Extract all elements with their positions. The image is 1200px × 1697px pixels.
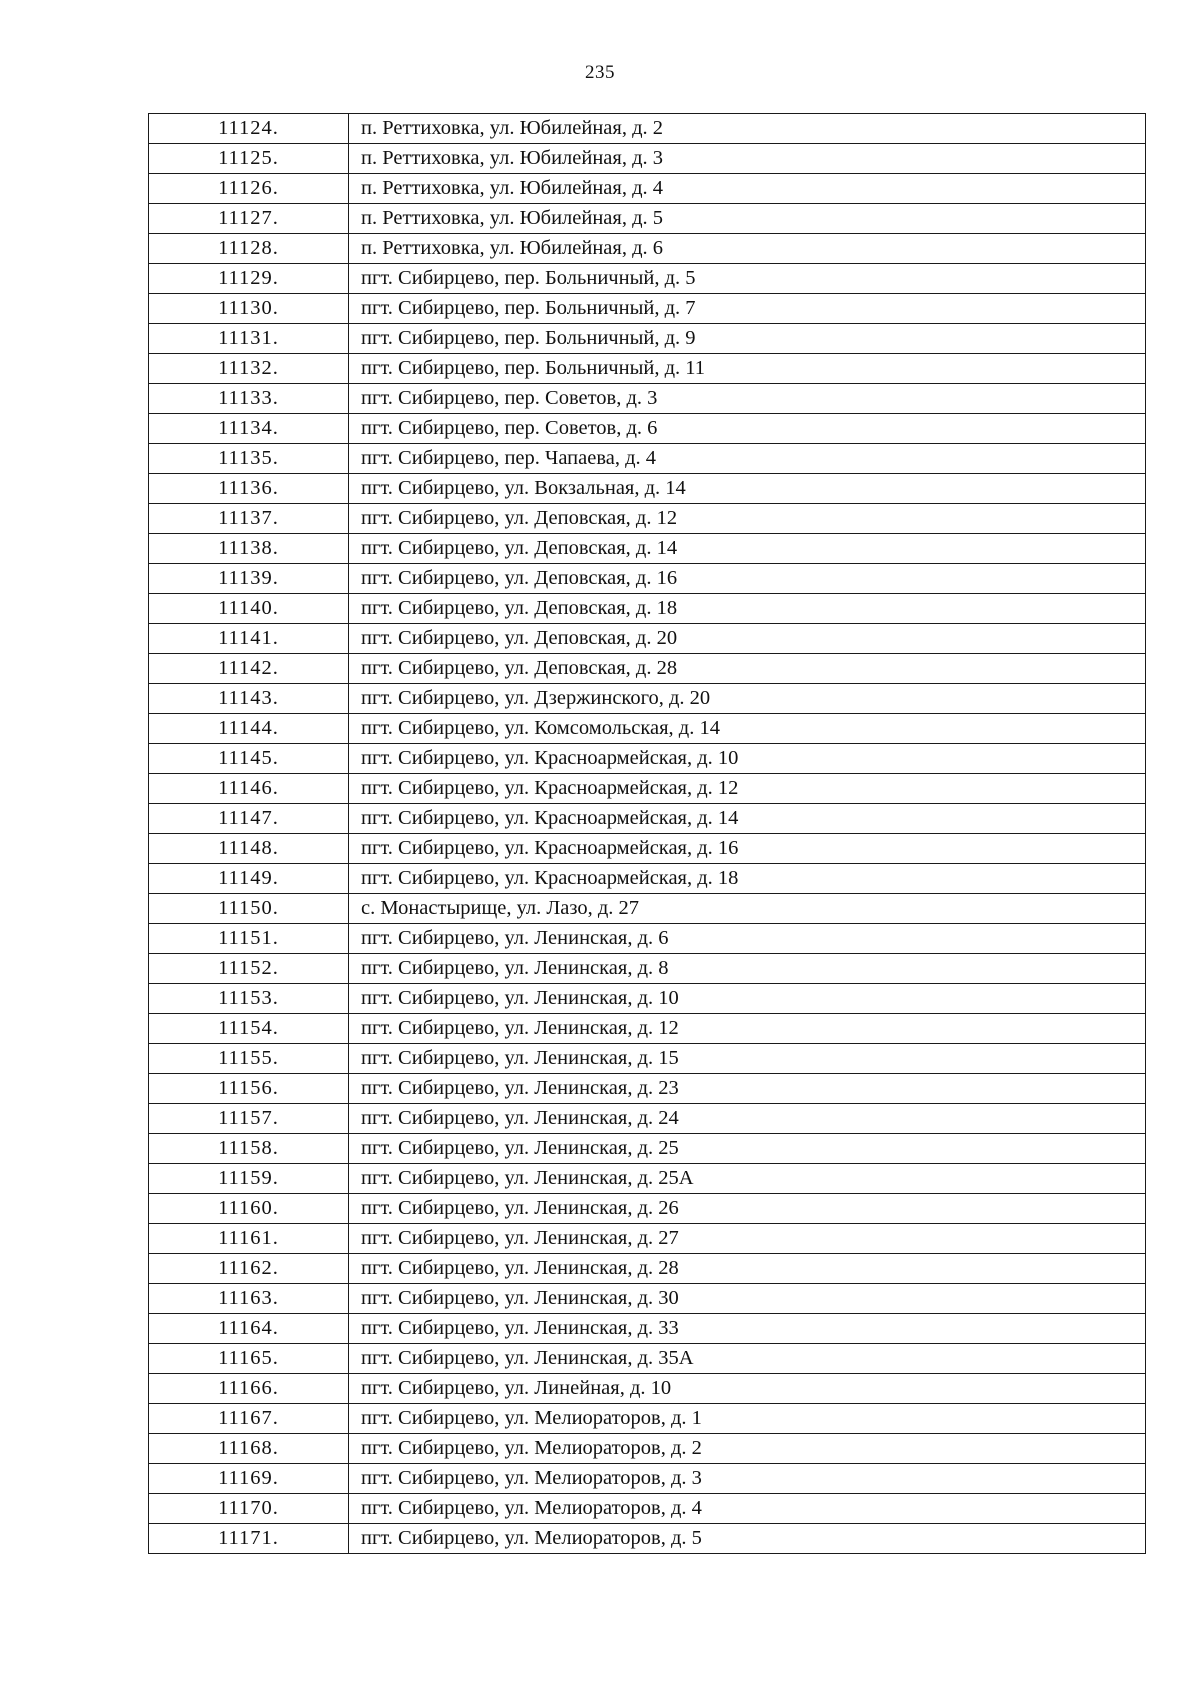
row-number-cell: 11159. (149, 1164, 349, 1194)
address-cell: пгт. Сибирцево, ул. Деповская, д. 20 (349, 624, 1146, 654)
address-cell: пгт. Сибирцево, ул. Ленинская, д. 10 (349, 984, 1146, 1014)
table-row (149, 714, 1146, 744)
page-number: 235 (585, 62, 615, 83)
address-table (148, 113, 1146, 1554)
address-cell: п. Реттиховка, ул. Юбилейная, д. 6 (349, 234, 1146, 264)
row-number-cell: 11131. (149, 324, 349, 354)
row-number-cell: 11125. (149, 144, 349, 174)
table-row (149, 1104, 1146, 1134)
address-cell: пгт. Сибирцево, ул. Ленинская, д. 23 (349, 1074, 1146, 1104)
address-cell: пгт. Сибирцево, ул. Ленинская, д. 24 (349, 1104, 1146, 1134)
row-number-cell: 11127. (149, 204, 349, 234)
row-number-cell: 11154. (149, 1014, 349, 1044)
row-number-cell: 11158. (149, 1134, 349, 1164)
address-cell: пгт. Сибирцево, ул. Вокзальная, д. 14 (349, 474, 1146, 504)
row-number-cell: 11167. (149, 1404, 349, 1434)
table-row (149, 144, 1146, 174)
row-number-cell: 11152. (149, 954, 349, 984)
address-cell: пгт. Сибирцево, ул. Ленинская, д. 33 (349, 1314, 1146, 1344)
address-cell: пгт. Сибирцево, ул. Деповская, д. 14 (349, 534, 1146, 564)
table-row (149, 1344, 1146, 1374)
address-cell: пгт. Сибирцево, ул. Дзержинского, д. 20 (349, 684, 1146, 714)
address-cell: пгт. Сибирцево, ул. Ленинская, д. 15 (349, 1044, 1146, 1074)
address-cell: пгт. Сибирцево, пер. Больничный, д. 5 (349, 264, 1146, 294)
row-number-cell: 11147. (149, 804, 349, 834)
row-number-cell: 11153. (149, 984, 349, 1014)
table-row (149, 294, 1146, 324)
row-number-cell: 11136. (149, 474, 349, 504)
table-row (149, 114, 1146, 144)
table-row (149, 1374, 1146, 1404)
address-cell: пгт. Сибирцево, пер. Советов, д. 3 (349, 384, 1146, 414)
address-cell: пгт. Сибирцево, ул. Деповская, д. 16 (349, 564, 1146, 594)
row-number-cell: 11134. (149, 414, 349, 444)
address-cell: пгт. Сибирцево, ул. Ленинская, д. 25 (349, 1134, 1146, 1164)
row-number-cell: 11133. (149, 384, 349, 414)
row-number-cell: 11138. (149, 534, 349, 564)
table-row (149, 924, 1146, 954)
table-row (149, 444, 1146, 474)
address-cell: пгт. Сибирцево, ул. Линейная, д. 10 (349, 1374, 1146, 1404)
row-number-cell: 11144. (149, 714, 349, 744)
row-number-cell: 11140. (149, 594, 349, 624)
address-cell: пгт. Сибирцево, ул. Красноармейская, д. 18 (349, 864, 1146, 894)
address-cell: пгт. Сибирцево, ул. Ленинская, д. 25А (349, 1164, 1146, 1194)
row-number-cell: 11143. (149, 684, 349, 714)
table-row (149, 264, 1146, 294)
address-cell: пгт. Сибирцево, ул. Красноармейская, д. 10 (349, 744, 1146, 774)
table-row (149, 804, 1146, 834)
table-row (149, 474, 1146, 504)
table-row (149, 864, 1146, 894)
table-row (149, 1164, 1146, 1194)
table-row (149, 534, 1146, 564)
row-number-cell: 11135. (149, 444, 349, 474)
table-row (149, 1074, 1146, 1104)
table-row (149, 1434, 1146, 1464)
table-row (149, 1404, 1146, 1434)
table-row (149, 324, 1146, 354)
address-cell: п. Реттиховка, ул. Юбилейная, д. 2 (349, 114, 1146, 144)
table-row (149, 1014, 1146, 1044)
table-row (149, 684, 1146, 714)
address-cell: п. Реттиховка, ул. Юбилейная, д. 5 (349, 204, 1146, 234)
table-row (149, 1224, 1146, 1254)
row-number-cell: 11156. (149, 1074, 349, 1104)
table-row (149, 594, 1146, 624)
row-number-cell: 11132. (149, 354, 349, 384)
address-cell: пгт. Сибирцево, ул. Мелиораторов, д. 3 (349, 1464, 1146, 1494)
address-cell: с. Монастырище, ул. Лазо, д. 27 (349, 894, 1146, 924)
table-row (149, 234, 1146, 264)
address-cell: пгт. Сибирцево, пер. Чапаева, д. 4 (349, 444, 1146, 474)
address-cell: пгт. Сибирцево, ул. Ленинская, д. 28 (349, 1254, 1146, 1284)
table-row (149, 354, 1146, 384)
address-cell: пгт. Сибирцево, ул. Ленинская, д. 26 (349, 1194, 1146, 1224)
table-row (149, 1464, 1146, 1494)
row-number-cell: 11126. (149, 174, 349, 204)
row-number-cell: 11170. (149, 1494, 349, 1524)
table-row (149, 204, 1146, 234)
table-row (149, 384, 1146, 414)
address-cell: пгт. Сибирцево, ул. Ленинская, д. 35А (349, 1344, 1146, 1374)
row-number-cell: 11166. (149, 1374, 349, 1404)
address-cell: п. Реттиховка, ул. Юбилейная, д. 3 (349, 144, 1146, 174)
address-cell: пгт. Сибирцево, ул. Ленинская, д. 6 (349, 924, 1146, 954)
address-cell: пгт. Сибирцево, ул. Мелиораторов, д. 4 (349, 1494, 1146, 1524)
table-row (149, 894, 1146, 924)
row-number-cell: 11169. (149, 1464, 349, 1494)
row-number-cell: 11130. (149, 294, 349, 324)
address-cell: пгт. Сибирцево, ул. Мелиораторов, д. 5 (349, 1524, 1146, 1554)
address-cell: пгт. Сибирцево, пер. Больничный, д. 11 (349, 354, 1146, 384)
address-cell: пгт. Сибирцево, ул. Ленинская, д. 30 (349, 1284, 1146, 1314)
table-row (149, 984, 1146, 1014)
row-number-cell: 11162. (149, 1254, 349, 1284)
row-number-cell: 11160. (149, 1194, 349, 1224)
table-row (149, 1044, 1146, 1074)
address-cell: пгт. Сибирцево, ул. Мелиораторов, д. 1 (349, 1404, 1146, 1434)
table-row (149, 624, 1146, 654)
address-cell: пгт. Сибирцево, ул. Красноармейская, д. 14 (349, 804, 1146, 834)
address-table-body (149, 114, 1146, 1554)
address-cell: пгт. Сибирцево, ул. Деповская, д. 18 (349, 594, 1146, 624)
address-cell: пгт. Сибирцево, ул. Ленинская, д. 12 (349, 1014, 1146, 1044)
row-number-cell: 11141. (149, 624, 349, 654)
table-row (149, 834, 1146, 864)
table-row (149, 1284, 1146, 1314)
table-row (149, 564, 1146, 594)
row-number-cell: 11155. (149, 1044, 349, 1074)
row-number-cell: 11161. (149, 1224, 349, 1254)
table-row (149, 1494, 1146, 1524)
row-number-cell: 11142. (149, 654, 349, 684)
table-row (149, 1254, 1146, 1284)
table-row (149, 1524, 1146, 1554)
address-cell: пгт. Сибирцево, пер. Больничный, д. 9 (349, 324, 1146, 354)
row-number-cell: 11157. (149, 1104, 349, 1134)
row-number-cell: 11171. (149, 1524, 349, 1554)
row-number-cell: 11124. (149, 114, 349, 144)
address-cell: пгт. Сибирцево, пер. Советов, д. 6 (349, 414, 1146, 444)
address-cell: пгт. Сибирцево, пер. Больничный, д. 7 (349, 294, 1146, 324)
address-cell: пгт. Сибирцево, ул. Мелиораторов, д. 2 (349, 1434, 1146, 1464)
row-number-cell: 11129. (149, 264, 349, 294)
row-number-cell: 11145. (149, 744, 349, 774)
row-number-cell: 11163. (149, 1284, 349, 1314)
address-cell: пгт. Сибирцево, ул. Ленинская, д. 27 (349, 1224, 1146, 1254)
row-number-cell: 11151. (149, 924, 349, 954)
row-number-cell: 11164. (149, 1314, 349, 1344)
address-cell: пгт. Сибирцево, ул. Деповская, д. 12 (349, 504, 1146, 534)
row-number-cell: 11146. (149, 774, 349, 804)
table-row (149, 1134, 1146, 1164)
address-cell: пгт. Сибирцево, ул. Ленинская, д. 8 (349, 954, 1146, 984)
row-number-cell: 11165. (149, 1344, 349, 1374)
table-row (149, 504, 1146, 534)
table-row (149, 954, 1146, 984)
row-number-cell: 11139. (149, 564, 349, 594)
address-cell: пгт. Сибирцево, ул. Красноармейская, д. 16 (349, 834, 1146, 864)
table-row (149, 654, 1146, 684)
row-number-cell: 11128. (149, 234, 349, 264)
row-number-cell: 11150. (149, 894, 349, 924)
table-row (149, 174, 1146, 204)
table-row (149, 1194, 1146, 1224)
row-number-cell: 11149. (149, 864, 349, 894)
row-number-cell: 11137. (149, 504, 349, 534)
table-row (149, 1314, 1146, 1344)
address-cell: пгт. Сибирцево, ул. Деповская, д. 28 (349, 654, 1146, 684)
row-number-cell: 11148. (149, 834, 349, 864)
address-cell: пгт. Сибирцево, ул. Красноармейская, д. 12 (349, 774, 1146, 804)
table-row (149, 744, 1146, 774)
table-row (149, 774, 1146, 804)
row-number-cell: 11168. (149, 1434, 349, 1464)
address-cell: пгт. Сибирцево, ул. Комсомольская, д. 14 (349, 714, 1146, 744)
table-row (149, 414, 1146, 444)
address-cell: п. Реттиховка, ул. Юбилейная, д. 4 (349, 174, 1146, 204)
